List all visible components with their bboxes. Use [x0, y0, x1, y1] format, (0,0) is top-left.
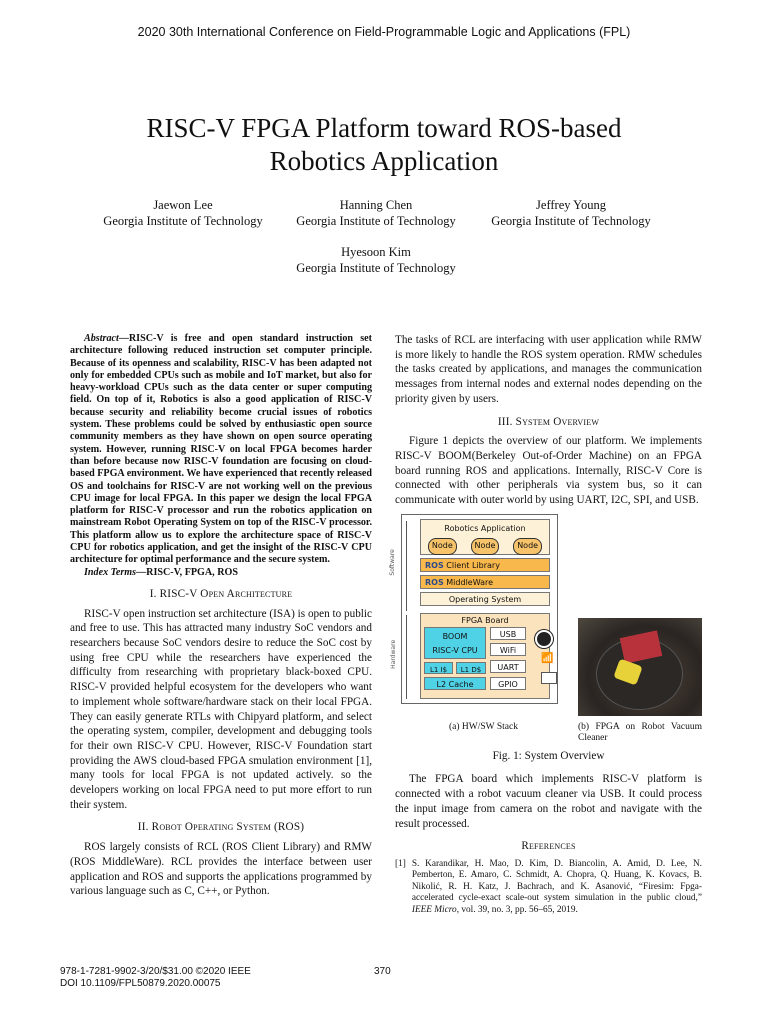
- software-arrow: [406, 521, 407, 611]
- footer-doi: DOI 10.1109/FPL50879.2020.00075: [60, 977, 221, 989]
- author-name: Hanning Chen: [339, 198, 413, 212]
- ros-middleware-box: ROS MiddleWare: [420, 575, 550, 589]
- references-heading: References: [521, 840, 576, 853]
- index-terms-text: —RISC-V, FPGA, ROS: [136, 566, 238, 578]
- author-3: [461, 197, 681, 229]
- section-2-text: ROS largely consists of RCL (ROS Client Library) and RMW (ROS MiddleWare). RCL provides the interface between user application and ROS and supports the applications programmed by various language such as C, C++, or Python.: [70, 841, 372, 898]
- node-1: Node: [428, 538, 457, 555]
- author-name: Jeffrey Young: [536, 198, 606, 212]
- section-1-text: RISC-V open instruction set architecture (ISA) is open to public and free to use. This has attracted many industry SoC vendors and researchers because SoC vendors desire to reduce the SoC cost by using free CPU while the researchers have experienced the difficulty from researching with proprietary black-boxed CPU. RISC-V provided helpful ecosystem for the developers who want to implement whole software/hardware stack on their local FPGA. They can easily generate RTLs with Chipyard platform, and select the operating system, compiler, development and debugging tools for their own RISC-V CPU. However, RISC-V Foundation start providing the AWS cloud-based FPGA smulation environment [1], many tools for local FPGA is not updated actively. so the developers working on local FPGA need to put more effort to run their system.: [70, 607, 372, 811]
- author-affiliation: Georgia Institute of Technology: [296, 261, 456, 275]
- author-2: [266, 197, 486, 229]
- author-4: [266, 244, 486, 276]
- subcaption-b: (b) FPGA on Robot Vacuum Cleaner: [578, 721, 702, 743]
- author-name: Hyesoon Kim: [341, 245, 411, 259]
- abstract-text: —RISC-V is free and open standard instruction set architecture following reduced instruction set computer principle. Because of its openness and scalability, RISC-V has been adapted not only for embedded CPUs such as mobile and IoT market, but also for heavy-workload CPUs such as the data center or super computing field. On top of it, Robotics is also a good application of RISC-V because security and reliability become crucial issues of robotics system. These problems could be solved by enthusiastic open source community members as they have shown on open source operating system. However, running RISC-V on local FPGA becomes harder than before because now RISC-V foundation are focusing on cloud-based FPGA environment. We have experienced that recently released OS and toolchains for RISC-V are not working well on the previous CPU image for local FPGA. In this paper we design the local FPGA platform for RISC-V processor and run the robotics application on mainstream Robot Operating System on top of the RISC-V processor. This platform allow us to explore the architecture space of RISC-V CPU for robotics application, and get the insight of the RISC-V CPU architecture for optimal performance and the secure system.: [70, 333, 372, 566]
- figure-1: [388, 514, 702, 744]
- conference-header: 2020 30th International Conference on Field-Programmable Logic and Applications (FPL): [137, 25, 631, 39]
- page-number: 370: [374, 966, 391, 977]
- rcl-rmw-text: The tasks of RCL are interfacing with user application while RMW is more likely to handle the ROS system operation. RMW schedules the tasks created by applications, and manages the communication messages from internal nodes and external nodes depending on the priority given by users.: [395, 334, 702, 405]
- after-figure-text: The FPGA board which implements RISC-V platform is connected with a robot vacuum cleaner via USB. It could process the input image from camera on the robot and navigate with the result processed.: [395, 773, 702, 830]
- software-label: Software: [388, 548, 396, 576]
- camera-icon: [535, 630, 553, 648]
- fpga-board-box: FPGA Board: [420, 613, 550, 699]
- index-terms-label: Index Terms: [84, 566, 137, 578]
- author-affiliation: Georgia Institute of Technology: [103, 214, 263, 228]
- section-3-text: Figure 1 depicts the overview of our platform. We implements RISC-V BOOM(Berkeley Out-of-Order Machine) on an FPGA board running ROS and applications. Internally, RISC-V Core is connected with other peripherals via system bus, so it can communicate with outer world by using UART, I2C, SPI, and USB.: [395, 435, 702, 507]
- author-affiliation: Georgia Institute of Technology: [491, 214, 651, 228]
- terminal-icon: [541, 672, 557, 684]
- reference-number: [1]: [395, 858, 406, 869]
- footer-isbn: 978-1-7281-9902-3/20/$31.00 ©2020 IEEE: [60, 966, 251, 977]
- antenna-icon: 📶: [541, 652, 554, 664]
- robot-vacuum-photo: [578, 618, 702, 716]
- hw-sw-stack-diagram: [388, 514, 558, 704]
- l2-cache-box: L2 Cache: [424, 677, 486, 690]
- l1-icache-box: L1 I$: [424, 662, 453, 674]
- author-affiliation: Georgia Institute of Technology: [296, 214, 456, 228]
- title-line-2: Robotics Application: [269, 146, 499, 176]
- abstract: [70, 333, 372, 567]
- boom-cpu-box: BOOM RISC-V CPU: [424, 627, 486, 659]
- figure-caption: Fig. 1: System Overview: [492, 749, 605, 762]
- author-name: Jaewon Lee: [153, 198, 213, 212]
- index-terms: [70, 567, 372, 579]
- wifi-box: WiFi: [490, 643, 526, 656]
- reference-1: [1] S. Karandikar, H. Mao, D. Kim, D. Biancolin, A. Amid, D. Lee, N. Pemberton, E. Amaro, C. Schmidt, A. Chopra, Q. Huang, K. Kovacs, B. Nikolić, R. H. Katz, J. Bachrach, and K. Asanović, “Firesim: Fpga-accelerated cycle-exact scale-out system simulation in the public cloud,” IEEE Micro, vol. 39, no. 3, pp. 56–65, 2019.: [395, 858, 702, 915]
- title-line-1: RISC-V FPGA Platform toward ROS-based: [146, 113, 622, 143]
- node-3: Node: [513, 538, 542, 555]
- paper-title: [0, 112, 768, 178]
- left-column: [70, 333, 372, 899]
- right-column: [388, 333, 702, 916]
- footer-left: [60, 966, 251, 989]
- section-3-heading: III. System Overview: [497, 415, 600, 428]
- robotics-application-box: Robotics Application Node Node Node: [420, 519, 550, 555]
- node-2: Node: [471, 538, 500, 555]
- section-1-heading: I. RISC-V Open Architecture: [149, 587, 293, 600]
- author-1: [73, 197, 293, 229]
- hardware-label: Hardware: [390, 639, 398, 669]
- operating-system-box: Operating System: [420, 592, 550, 606]
- ros-client-library-box: ROS Client Library: [420, 558, 550, 572]
- section-2-heading: II. Robot Operating System (ROS): [137, 821, 305, 834]
- subcaption-a: (a) HW/SW Stack: [449, 721, 518, 732]
- hardware-arrow: [406, 615, 407, 699]
- l1-dcache-box: L1 D$: [456, 662, 486, 674]
- uart-box: UART: [490, 660, 526, 673]
- gpio-box: GPIO: [490, 677, 526, 690]
- abstract-label: Abstract: [84, 333, 119, 344]
- usb-box: USB: [490, 627, 526, 640]
